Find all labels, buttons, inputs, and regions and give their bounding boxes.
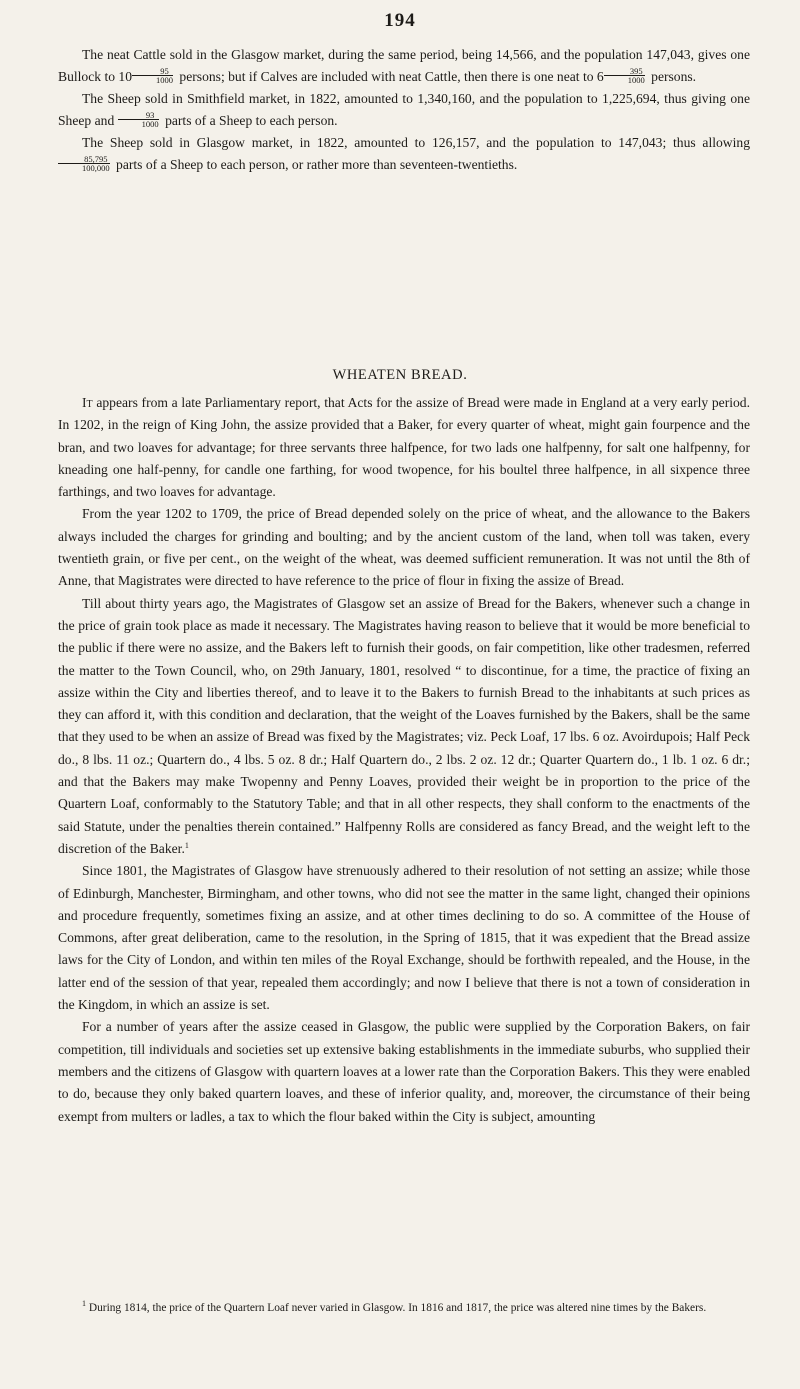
smithfield-sheep-paragraph bbox=[58, 88, 750, 132]
fraction-denominator: 1000 bbox=[132, 75, 173, 84]
fraction-numerator: 395 bbox=[629, 66, 643, 76]
cattle-paragraph bbox=[58, 44, 750, 88]
livestock-statistics bbox=[58, 44, 750, 176]
text-span: parts of a Sheep to each person, or rather more than seventeen-twentieths. bbox=[116, 157, 518, 172]
footnote-reference: 1 bbox=[184, 840, 189, 850]
glasgow-magistrates-paragraph bbox=[58, 593, 750, 861]
footnote bbox=[58, 1300, 750, 1316]
text-span: appears from a late Parliamentary report, that Acts for the assize of Bread were made in England at a very early period. In 1202, in the reign of King John, the assize provided that a Baker, for every quarter of wheat, might gain fourpence and the bran, and two loaves for advantage; for three servants three halfpence, for two lads one halfpenny, for salt one halfpenny, for kneading one half-penny, for candle one farthing, for wood twopence, for his boultel three halfpence, in all sixpence three farthings, and two loaves for advantage. bbox=[58, 395, 750, 500]
corporation-bakers-paragraph: For a number of years after the assize ceased in Glasgow, the public were supplied by the Corporation Bakers, on fair competition, till individuals and societies set up extensive baking establishments in the immediate suburbs, who supplied their members and the citizens of Glasgow with quartern loaves at a lower rate than the Corporation Bakers. This they were enabled to do, because they only baked quartern loaves, and these of inferior quality, and, moreover, the circumstance of their being exempt from multers or ladles, a tax to which the flour baked within the City is subject, amounting bbox=[58, 1019, 750, 1124]
text-span: parts of a Sheep to each person. bbox=[165, 113, 338, 128]
fraction-denominator: 100,000 bbox=[58, 163, 110, 172]
fraction-numerator: 93 bbox=[145, 110, 155, 120]
section-heading: WHEATEN BREAD. bbox=[332, 367, 468, 383]
text-span: Till about thirty years ago, the Magistrates of Glasgow set an assize of Bread for the Bakers, whenever such a change in the price of grain took place as made it necessary. The Magistrates having reason to believe that it would be more beneficial to the public if there were no assize, and the Bakers left to furnish their goods, on fair competition, like other tradesmen, referred the matter to the Town Council, who, on 29th January, 1801, resolved “ to discontinue, for a time, the practice of fixing an assize within the City and liberties thereof, and to leave it to the Bakers to furnish Bread to the inhabitants at such prices as they can afford it, with this condition and declaration, that the weight of the Loaves furnished by the Bakers, shall be the same that they used to be when an assize of Bread was fixed by the Magistrates; viz. Peck Loaf, 17 lbs. 6 oz. Avoirdupois; Half Peck do., 8 lbs. 11 oz.; Quartern do., 4 lbs. 5 oz. 8 dr.; Half Quartern do., 2 lbs. 2 oz. 12 dr.; Quarter Quartern do., 1 lb. 1 oz. 6 dr.; and that the Bakers may make Twopenny and Penny Loaves, provided their weight be in proportion to the price of the Quartern Loaf, conformably to the Statutory Table; and that in all other respects, they shall conform to the enactments of the said Statute, under the penalties therein contained.” Halfpenny Rolls are considered as fancy Bread, and the weight left to the discretion of the Baker. bbox=[58, 595, 750, 856]
wheat-price-paragraph: From the year 1202 to 1709, the price of Bread depended solely on the price of wheat, and the allowance to the Bakers always included the charges for grinding and boulting; and by the ancient custom of the land, when toll was taken, every twentieth grain, or five per cent., on the weight of the wheat, was deemed sufficient remuneration. It was not until the 8th of Anne, that Magistrates were directed to have reference to the price of flour in fixing the assize of Bread. bbox=[58, 506, 750, 589]
footnote-marker: 1 bbox=[82, 1299, 86, 1308]
text-span: The neat Cattle sold in the Glasgow market, during the same period, being 14,566, and the population 147,043, gives one Bullock to 10 bbox=[58, 47, 750, 84]
wheaten-bread-section bbox=[58, 392, 750, 1128]
text-span: The Sheep sold in Glasgow market, in 1822, amounted to 126,157, and the population to 147,043; thus allowing bbox=[82, 135, 750, 150]
fraction-denominator: 1000 bbox=[118, 119, 159, 128]
fraction bbox=[58, 155, 110, 172]
lead-word: It bbox=[82, 395, 93, 410]
assize-history-paragraph bbox=[58, 392, 750, 503]
text-span: The Sheep sold in Smithfield market, in 1822, amounted to 1,340,160, and the population to 1,225,694, thus giving one Sheep and bbox=[58, 91, 750, 128]
page-number: 194 bbox=[384, 10, 416, 31]
fraction-denominator: 1000 bbox=[604, 75, 645, 84]
text-span: persons. bbox=[651, 69, 697, 84]
fraction bbox=[604, 67, 645, 84]
fraction-numerator: 85,795 bbox=[84, 154, 108, 164]
since-1801-paragraph: Since 1801, the Magistrates of Glasgow have strenuously adhered to their resolution of not setting an assize; while those of Edinburgh, Manchester, Birmingham, and other towns, who did not see the matter in the same light, changed their opinions and procedure frequently, sometimes fixing an assize, and at other times declining to do so. A committee of the House of Commons, after great deliberation, came to the resolution, in the Spring of 1815, that it was expedient that the Bread assize laws for the City of London, and within ten miles of the Royal Exchange, should be forthwith repealed, and the House, in the latter end of the session of that year, repealed them accordingly; and now I believe that there is not a town of consideration in the Kingdom, in which an assize is set. bbox=[58, 863, 750, 1013]
text-span: persons; but if Calves are included with neat Cattle, then there is one neat to 6 bbox=[179, 69, 604, 84]
glasgow-sheep-paragraph bbox=[58, 132, 750, 176]
fraction bbox=[118, 111, 159, 128]
footnote-text: During 1814, the price of the Quartern Loaf never varied in Glasgow. In 1816 and 1817, the price was altered nine times by the Bakers. bbox=[88, 1302, 707, 1314]
fraction-numerator: 95 bbox=[160, 66, 169, 76]
fraction bbox=[132, 67, 173, 84]
